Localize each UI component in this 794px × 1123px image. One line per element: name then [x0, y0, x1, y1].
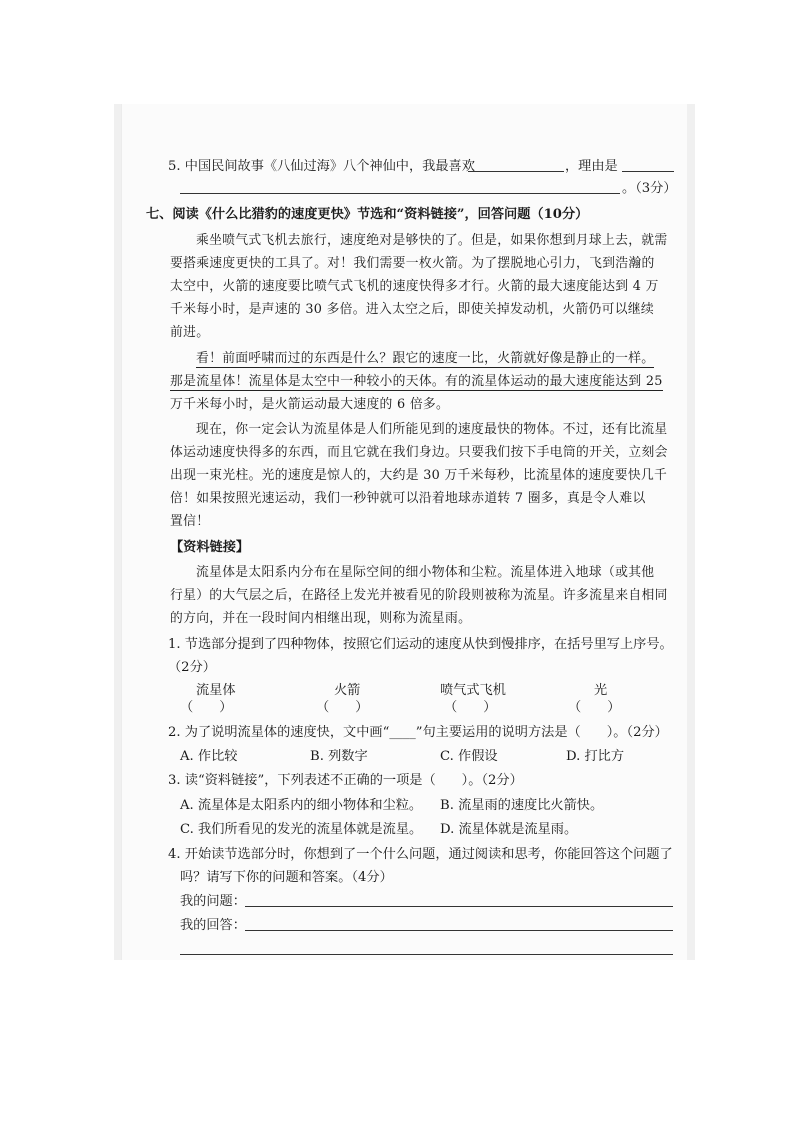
q1-item-meteoroid: 流星体: [196, 683, 236, 698]
q5-score: 。（3分）: [622, 181, 677, 196]
q2-text-a: 2. 为了说明流星体的速度快，文中画“: [168, 725, 390, 740]
q1-answer-paren-1[interactable]: （ ）: [180, 700, 233, 715]
link-line: 行星）的大气层之后，在路径上发光并被看见的阶段则被称为流星。许多流星来自相同: [170, 588, 668, 603]
passage-line: 要搭乘速度更快的工具了。对！我们需要一枚火箭。为了摆脱地心引力，飞到浩瀚的: [170, 256, 655, 271]
passage-line: 体运动速度快得多的东西，而且它就在我们身边。只要我们按下手电筒的开关，立刻会: [170, 445, 668, 460]
passage-line: 出现一束光柱。光的速度是惊人的，大约是 30 万千米每秒，比流星体的速度要快几千: [170, 468, 668, 483]
q2-option-b[interactable]: B. 列数字: [310, 749, 368, 764]
q4-question-line[interactable]: [245, 906, 673, 907]
q5-reason-blank-2[interactable]: [180, 193, 620, 194]
q1-item-light: 光: [594, 683, 608, 698]
passage-line: 置信！: [170, 514, 210, 529]
q2-text: [168, 721, 668, 740]
passage-line: 倍！如果按照光速运动，我们一秒钟就可以沿着地球赤道转 7 圈多，真是令人难以: [170, 491, 646, 506]
q4-text-line-1: 4. 开始读节选部分时，你想到了一个什么问题，通过阅读和思考，你能回答这个问题了: [168, 847, 673, 862]
q1-answer-paren-3[interactable]: （ ）: [444, 700, 497, 715]
q3-text-b: ）。（2分）: [461, 773, 523, 788]
q2-option-a[interactable]: A. 作比较: [180, 749, 238, 764]
link-line: 流星体是太阳系内分布在星际空间的细小物体和尘粒。流星体进入地球（或其他: [196, 565, 655, 580]
passage-line: 前进。: [170, 325, 210, 340]
q5-favorite-blank[interactable]: [468, 171, 564, 172]
page-edge-right: [687, 104, 695, 960]
q3-option-b[interactable]: B. 流星雨的速度比火箭快。: [440, 798, 604, 813]
q4-answer-line-1[interactable]: [245, 930, 673, 931]
q1-item-rocket: 火箭: [334, 683, 361, 698]
q1-answer-paren-2[interactable]: （ ）: [316, 700, 369, 715]
q3-option-a[interactable]: A. 流星体是太阳系内的细小物体和尘粒。: [180, 798, 423, 813]
q2-option-d[interactable]: D. 打比方: [566, 749, 625, 764]
underlined-sentence-1: 看！前面呼啸而过的东西是什么？跟它的速度一比，火箭就好像是静止的一样。: [196, 347, 654, 368]
q2-underline-mark: ____: [389, 725, 416, 740]
q4-text-line-2: 吗？请写下你的问题和答案。（4分）: [180, 870, 393, 885]
passage-line: 万千米每小时，是火箭运动最大速度的 6 倍多。: [170, 397, 450, 412]
q2-text-b: ”句主要运用的说明方法是（: [415, 725, 581, 740]
passage-line: 太空中，火箭的速度要比喷气式飞机的速度快得多才行。火箭的最大速度能达到 4 万: [170, 279, 659, 294]
q1-text: 1. 节选部分提到了四种物体，按照它们运动的速度从快到慢排序，在括号里写上序号。: [168, 637, 673, 652]
link-line: 的方向，并在一段时间内相继出现，则称为流星雨。: [170, 611, 472, 626]
q1-answer-paren-4[interactable]: （ ）: [568, 700, 621, 715]
q3-text: [168, 769, 523, 788]
q3-option-c[interactable]: C. 我们所看见的发光的流星体就是流星。: [180, 822, 423, 837]
passage-line: 千米每小时，是声速的 30 多倍。进入太空之后，即使关掉发动机，火箭仍可以继续: [170, 302, 655, 317]
link-heading: 【资料链接】: [170, 540, 250, 555]
q1-item-jet: 喷气式飞机: [440, 683, 506, 698]
q4-question-label: 我的问题：: [180, 894, 246, 909]
q3-option-d[interactable]: D. 流星体就是流星雨。: [440, 822, 578, 837]
section7-heading: 七、阅读《什么比猎豹的速度更快》节选和“资料链接”，回答问题（10分）: [146, 207, 589, 222]
q4-answer-line-2[interactable]: [180, 954, 673, 955]
q2-text-c: ）。（2分）: [606, 725, 668, 740]
passage-line: 现在，你一定会认为流星体是人们所能见到的速度最快的物体。不过，还有比流星: [196, 422, 668, 437]
q5-reason-blank-1[interactable]: [622, 171, 674, 172]
q5-text-b: ，理由是: [565, 159, 618, 174]
q5-text-a: 5. 中国民间故事《八仙过海》八个神仙中，我最喜欢: [168, 159, 475, 174]
q1-score: （2分）: [168, 660, 216, 675]
passage-line: [170, 370, 663, 389]
q2-option-c[interactable]: C. 作假设: [440, 749, 498, 764]
page-edge-left: [114, 104, 121, 960]
q4-answer-label: 我的回答：: [180, 918, 246, 933]
underlined-sentence-2: 那是流星体！流星体是太空中一种较小的天体。有的流星体运动的最大速度能达到 25: [170, 374, 663, 389]
passage-line: 乘坐喷气式飞机去旅行，速度绝对是够快的了。但是，如果你想到月球上去，就需: [196, 233, 668, 248]
q3-text-a: 3. 读“资料链接”，下列表述不正确的一项是（: [168, 773, 436, 788]
